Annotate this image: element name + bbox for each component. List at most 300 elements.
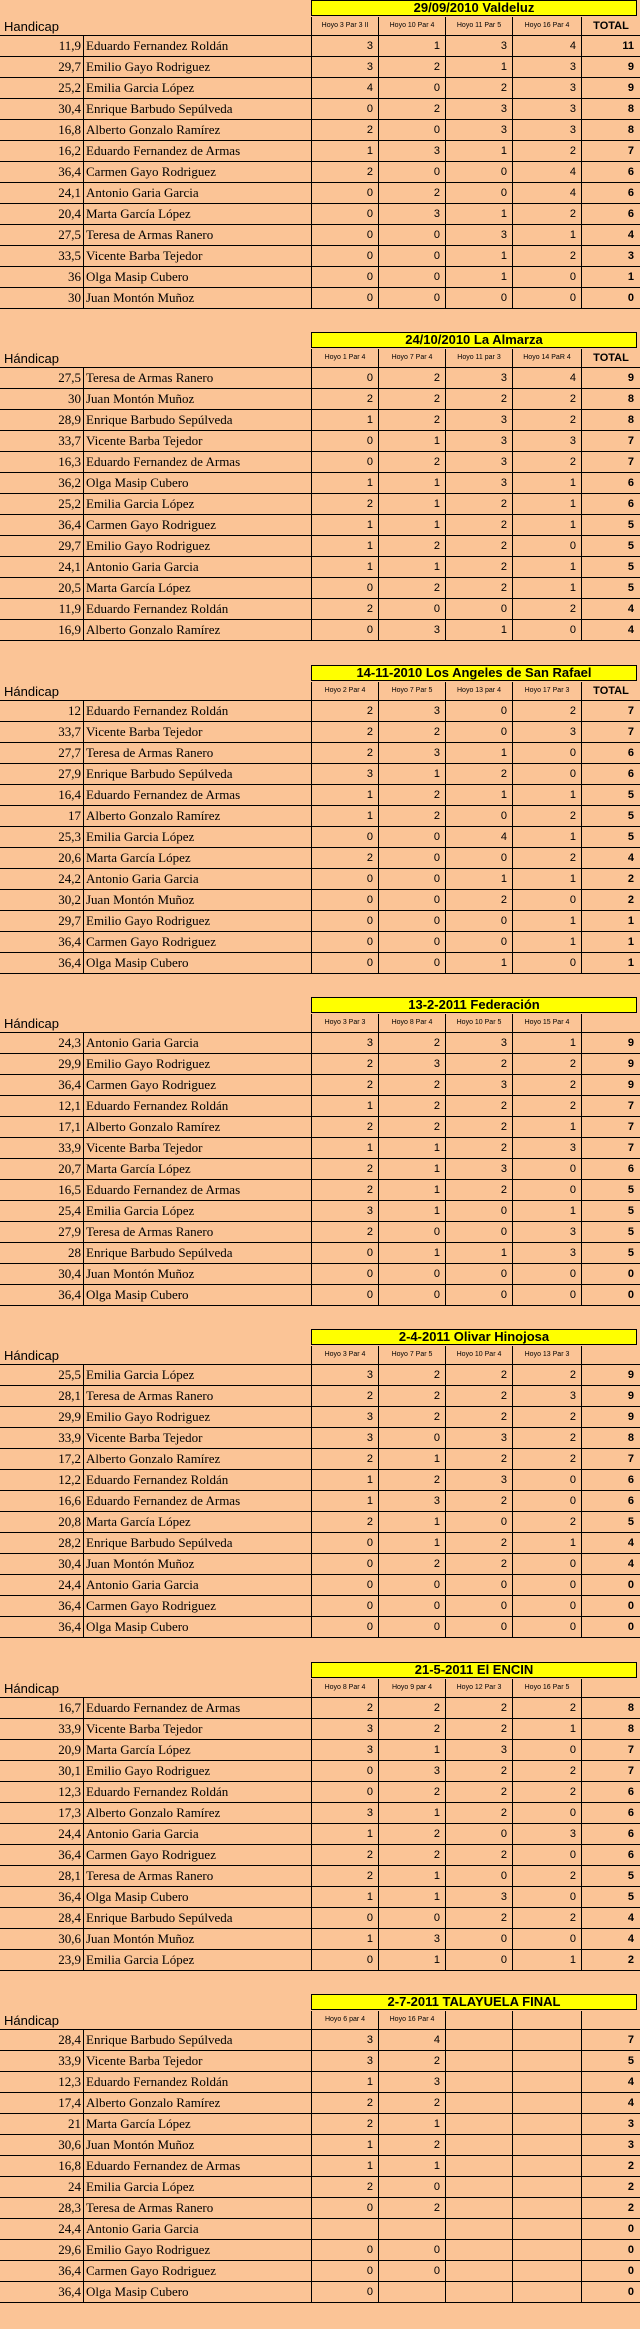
player-name-cell: Marta García López xyxy=(86,580,191,595)
hole-score-cell: 3 xyxy=(378,1929,445,1949)
handicap-cell: 27,9 xyxy=(0,764,84,784)
hole-score-cell: 2 xyxy=(445,1491,512,1511)
total-score-cell: 5 xyxy=(581,536,640,556)
table-row xyxy=(0,204,640,225)
hole-score-cell: 0 xyxy=(311,1554,378,1574)
total-score-cell: 6 xyxy=(581,204,640,224)
player-name-cell: Enrique Barbudo Sepúlveda xyxy=(86,2032,233,2047)
hole-score-cell: 0 xyxy=(445,932,512,952)
hole-score-cell: 2 xyxy=(311,743,378,763)
handicap-cell: 36,4 xyxy=(0,1075,84,1095)
hole-score-cell: 0 xyxy=(445,288,512,308)
total-score-cell: 8 xyxy=(581,1719,640,1739)
hole-score-cell: 3 xyxy=(512,431,581,451)
hole-score-cell xyxy=(445,2177,512,2197)
handicap-cell: 36,4 xyxy=(0,1887,84,1907)
handicap-cell: 28,4 xyxy=(0,2030,84,2050)
hole-score-cell: 0 xyxy=(378,120,445,140)
hole-score-cell: 3 xyxy=(311,764,378,784)
handicap-cell: 30,4 xyxy=(0,1554,84,1574)
total-score-cell: 4 xyxy=(581,1908,640,1928)
total-score-cell: 7 xyxy=(581,1449,640,1469)
player-name-cell: Antonio Garia Garcia xyxy=(86,1035,199,1050)
table-row xyxy=(0,2156,640,2177)
hole-score-cell: 0 xyxy=(512,953,581,973)
hole-score-cell: 0 xyxy=(378,2177,445,2197)
handicap-cell: 17,2 xyxy=(0,1449,84,1469)
hole-score-cell: 2 xyxy=(445,536,512,556)
hole-column-header: Hoyo 7 Par 5 xyxy=(378,1346,445,1364)
table-row xyxy=(0,246,640,267)
hole-score-cell xyxy=(512,2093,581,2113)
table-row xyxy=(0,953,640,974)
table-row xyxy=(0,368,640,389)
hole-score-cell: 3 xyxy=(311,1719,378,1739)
tournament-section xyxy=(0,1662,640,1971)
total-score-cell: 0 xyxy=(581,1596,640,1616)
table-row xyxy=(0,36,640,57)
total-score-cell: 9 xyxy=(581,1075,640,1095)
table-row xyxy=(0,1365,640,1386)
total-score-cell: 5 xyxy=(581,1887,640,1907)
hole-score-cell: 2 xyxy=(311,1054,378,1074)
hole-score-cell: 0 xyxy=(445,599,512,619)
hole-score-cell xyxy=(445,2198,512,2218)
hole-score-cell: 2 xyxy=(311,1512,378,1532)
hole-score-cell: 2 xyxy=(378,1554,445,1574)
table-row xyxy=(0,1887,640,1908)
total-score-cell: 9 xyxy=(581,1407,640,1427)
table-row xyxy=(0,267,640,288)
total-score-cell: 5 xyxy=(581,2051,640,2071)
total-score-cell: 4 xyxy=(581,599,640,619)
table-row xyxy=(0,1512,640,1533)
handicap-cell: 30 xyxy=(0,288,84,308)
player-name-cell: Carmen Gayo Rodriguez xyxy=(86,934,216,949)
hole-score-cell: 3 xyxy=(512,57,581,77)
total-score-cell: 6 xyxy=(581,1159,640,1179)
tournament-title: 2-4-2011 Olivar Hinojosa xyxy=(311,1329,637,1345)
handicap-column-header: Hándicap xyxy=(4,1348,59,1363)
table-row xyxy=(0,827,640,848)
handicap-column-header: Hándicap xyxy=(4,684,59,699)
hole-score-cell: 2 xyxy=(445,515,512,535)
hole-score-cell: 0 xyxy=(512,1264,581,1284)
hole-score-cell: 0 xyxy=(311,620,378,640)
hole-score-cell: 2 xyxy=(378,1719,445,1739)
hole-score-cell xyxy=(512,2261,581,2281)
table-row xyxy=(0,120,640,141)
hole-score-cell: 0 xyxy=(378,1617,445,1637)
hole-score-cell xyxy=(445,2219,512,2239)
table-row xyxy=(0,1740,640,1761)
hole-score-cell: 3 xyxy=(512,99,581,119)
handicap-cell: 16,4 xyxy=(0,785,84,805)
table-row xyxy=(0,99,640,120)
hole-score-cell: 2 xyxy=(378,1470,445,1490)
hole-score-cell: 3 xyxy=(512,120,581,140)
tournament-section xyxy=(0,1329,640,1638)
hole-score-cell: 0 xyxy=(378,1575,445,1595)
hole-score-cell: 0 xyxy=(311,288,378,308)
hole-score-cell: 2 xyxy=(378,806,445,826)
hole-score-cell: 1 xyxy=(445,267,512,287)
hole-score-cell: 2 xyxy=(512,806,581,826)
hole-score-cell: 1 xyxy=(512,932,581,952)
handicap-cell: 36,4 xyxy=(0,515,84,535)
total-score-cell: 8 xyxy=(581,389,640,409)
hole-score-cell: 2 xyxy=(445,1365,512,1385)
handicap-cell: 29,9 xyxy=(0,1407,84,1427)
hole-column-header: Hoyo 11 Par 5 xyxy=(445,17,512,35)
total-score-cell: 4 xyxy=(581,620,640,640)
total-score-cell: 0 xyxy=(581,1575,640,1595)
hole-score-cell: 2 xyxy=(378,785,445,805)
total-score-cell: 7 xyxy=(581,1761,640,1781)
table-row xyxy=(0,1761,640,1782)
hole-score-cell: 0 xyxy=(445,1575,512,1595)
hole-score-cell: 2 xyxy=(445,557,512,577)
total-score-cell: 5 xyxy=(581,1243,640,1263)
hole-score-cell: 2 xyxy=(311,2177,378,2197)
hole-score-cell: 0 xyxy=(445,1596,512,1616)
total-score-cell: 9 xyxy=(581,1033,640,1053)
hole-score-cell: 0 xyxy=(512,1740,581,1760)
hole-score-cell xyxy=(445,2135,512,2155)
hole-score-cell: 2 xyxy=(512,141,581,161)
total-score-cell: 7 xyxy=(581,722,640,742)
player-name-cell: Juan Montón Muñoz xyxy=(86,1556,195,1571)
hole-score-cell: 2 xyxy=(512,599,581,619)
player-name-cell: Antonio Garia Garcia xyxy=(86,2221,199,2236)
hole-score-cell: 1 xyxy=(378,1512,445,1532)
total-score-cell: 6 xyxy=(581,743,640,763)
hole-score-cell: 3 xyxy=(512,78,581,98)
hole-score-cell: 0 xyxy=(311,368,378,388)
hole-score-cell: 0 xyxy=(378,1596,445,1616)
hole-score-cell: 3 xyxy=(311,1428,378,1448)
handicap-cell: 36,4 xyxy=(0,1845,84,1865)
player-name-cell: Emilia Garcia López xyxy=(86,1367,195,1382)
player-name-cell: Olga Masip Cubero xyxy=(86,269,189,284)
hole-score-cell: 2 xyxy=(445,494,512,514)
hole-score-cell: 2 xyxy=(445,1180,512,1200)
hole-score-cell: 0 xyxy=(512,1575,581,1595)
hole-score-cell: 2 xyxy=(378,1365,445,1385)
total-score-cell: 5 xyxy=(581,1180,640,1200)
hole-score-cell: 2 xyxy=(311,1866,378,1886)
total-column-header xyxy=(581,1014,640,1032)
hole-score-cell: 0 xyxy=(378,1264,445,1284)
table-row xyxy=(0,473,640,494)
hole-column-header: Hoyo 16 Par 5 xyxy=(512,1679,581,1697)
hole-score-cell xyxy=(445,2114,512,2134)
hole-score-cell xyxy=(512,2219,581,2239)
table-header xyxy=(0,17,640,36)
handicap-cell: 25,3 xyxy=(0,827,84,847)
player-name-cell: Eduardo Fernandez Roldán xyxy=(86,2074,229,2089)
hole-score-cell: 1 xyxy=(512,1719,581,1739)
handicap-cell: 30 xyxy=(0,389,84,409)
handicap-cell: 36,4 xyxy=(0,2282,84,2302)
hole-score-cell: 0 xyxy=(378,2261,445,2281)
hole-score-cell: 0 xyxy=(311,1533,378,1553)
hole-score-cell: 1 xyxy=(512,1533,581,1553)
handicap-cell: 12,3 xyxy=(0,2072,84,2092)
hole-score-cell xyxy=(512,2072,581,2092)
total-score-cell: 2 xyxy=(581,2177,640,2197)
hole-score-cell: 3 xyxy=(512,1138,581,1158)
hole-score-cell: 1 xyxy=(378,1887,445,1907)
total-score-cell: 7 xyxy=(581,2030,640,2050)
total-score-cell: 6 xyxy=(581,764,640,784)
table-row xyxy=(0,1449,640,1470)
tournament-title: 21-5-2011 El ENCIN xyxy=(311,1662,637,1678)
handicap-cell: 16,3 xyxy=(0,452,84,472)
handicap-cell: 17,3 xyxy=(0,1803,84,1823)
total-score-cell: 2 xyxy=(581,2198,640,2218)
hole-score-cell: 0 xyxy=(445,1285,512,1305)
hole-score-cell: 2 xyxy=(378,99,445,119)
hole-score-cell: 0 xyxy=(378,162,445,182)
table-row xyxy=(0,2135,640,2156)
hole-score-cell: 0 xyxy=(512,1554,581,1574)
table-header xyxy=(0,1679,640,1698)
player-name-cell: Emilio Gayo Rodriguez xyxy=(86,1763,211,1778)
hole-score-cell: 0 xyxy=(378,1428,445,1448)
hole-score-cell: 0 xyxy=(311,932,378,952)
hole-score-cell xyxy=(445,2261,512,2281)
hole-column-header: Hoyo 12 Par 3 xyxy=(445,1679,512,1697)
hole-score-cell xyxy=(512,2156,581,2176)
hole-score-cell: 0 xyxy=(311,267,378,287)
hole-score-cell xyxy=(512,2177,581,2197)
hole-score-cell: 3 xyxy=(445,1470,512,1490)
hole-score-cell: 0 xyxy=(512,1159,581,1179)
player-name-cell: Marta García López xyxy=(86,2116,191,2131)
hole-score-cell: 3 xyxy=(445,1428,512,1448)
total-score-cell: 4 xyxy=(581,1929,640,1949)
table-row xyxy=(0,1908,640,1929)
total-score-cell: 6 xyxy=(581,494,640,514)
hole-column-header: Hoyo 10 Par 4 xyxy=(445,1346,512,1364)
handicap-cell: 17,1 xyxy=(0,1117,84,1137)
table-row xyxy=(0,183,640,204)
hole-score-cell: 3 xyxy=(378,141,445,161)
table-row xyxy=(0,1719,640,1740)
hole-column-header: Hoyo 3 Par 3 xyxy=(311,1014,378,1032)
handicap-cell: 16,2 xyxy=(0,141,84,161)
player-name-cell: Vicente Barba Tejedor xyxy=(86,433,203,448)
hole-column-header: Hoyo 8 Par 4 xyxy=(378,1014,445,1032)
table-row xyxy=(0,2093,640,2114)
table-row xyxy=(0,1138,640,1159)
table-row xyxy=(0,2114,640,2135)
hole-score-cell: 1 xyxy=(311,1929,378,1949)
hole-score-cell: 2 xyxy=(512,1096,581,1116)
handicap-cell: 28 xyxy=(0,1243,84,1263)
hole-score-cell: 0 xyxy=(445,1866,512,1886)
hole-score-cell: 0 xyxy=(311,246,378,266)
total-score-cell: 3 xyxy=(581,2135,640,2155)
hole-score-cell: 0 xyxy=(445,848,512,868)
hole-score-cell: 2 xyxy=(512,1075,581,1095)
total-score-cell: 7 xyxy=(581,1740,640,1760)
hole-score-cell: 1 xyxy=(378,1950,445,1970)
total-score-cell: 0 xyxy=(581,1264,640,1284)
total-score-cell: 4 xyxy=(581,848,640,868)
hole-score-cell: 2 xyxy=(445,1803,512,1823)
hole-score-cell: 2 xyxy=(378,389,445,409)
handicap-cell: 27,7 xyxy=(0,743,84,763)
table-row xyxy=(0,2051,640,2072)
table-row xyxy=(0,225,640,246)
handicap-cell: 29,7 xyxy=(0,536,84,556)
player-name-cell: Emilio Gayo Rodriguez xyxy=(86,2242,211,2257)
table-row xyxy=(0,410,640,431)
total-score-cell: 5 xyxy=(581,1512,640,1532)
hole-score-cell: 2 xyxy=(378,722,445,742)
total-score-cell: 7 xyxy=(581,452,640,472)
hole-score-cell: 1 xyxy=(311,1138,378,1158)
table-row xyxy=(0,1264,640,1285)
hole-score-cell: 0 xyxy=(311,452,378,472)
hole-score-cell: 0 xyxy=(512,288,581,308)
total-score-cell: 4 xyxy=(581,2093,640,2113)
handicap-cell: 30,2 xyxy=(0,890,84,910)
hole-score-cell: 1 xyxy=(512,1950,581,1970)
player-name-cell: Eduardo Fernandez Roldán xyxy=(86,601,229,616)
hole-score-cell: 1 xyxy=(445,743,512,763)
hole-score-cell: 3 xyxy=(512,1386,581,1406)
total-score-cell: 3 xyxy=(581,246,640,266)
hole-score-cell: 3 xyxy=(311,2051,378,2071)
hole-score-cell: 2 xyxy=(445,78,512,98)
hole-score-cell: 2 xyxy=(311,494,378,514)
hole-score-cell xyxy=(512,2198,581,2218)
hole-score-cell: 0 xyxy=(512,1845,581,1865)
handicap-cell: 24 xyxy=(0,2177,84,2197)
table-row xyxy=(0,1117,640,1138)
total-score-cell: 9 xyxy=(581,1365,640,1385)
handicap-cell: 12,3 xyxy=(0,1782,84,1802)
hole-score-cell: 1 xyxy=(378,1201,445,1221)
player-name-cell: Emilio Gayo Rodriguez xyxy=(86,913,211,928)
player-name-cell: Enrique Barbudo Sepúlveda xyxy=(86,101,233,116)
hole-score-cell: 1 xyxy=(445,246,512,266)
hole-column-header: Hoyo 2 Par 4 xyxy=(311,682,378,700)
hole-score-cell: 3 xyxy=(378,620,445,640)
hole-score-cell: 0 xyxy=(445,722,512,742)
handicap-cell: 33,9 xyxy=(0,1138,84,1158)
hole-score-cell: 0 xyxy=(512,1617,581,1637)
handicap-cell: 30,1 xyxy=(0,1761,84,1781)
handicap-cell: 24,4 xyxy=(0,1824,84,1844)
handicap-cell: 27,9 xyxy=(0,1222,84,1242)
hole-score-cell: 2 xyxy=(378,1096,445,1116)
total-score-cell: 0 xyxy=(581,2219,640,2239)
handicap-cell: 33,9 xyxy=(0,2051,84,2071)
player-name-cell: Enrique Barbudo Sepúlveda xyxy=(86,1535,233,1550)
hole-score-cell: 3 xyxy=(445,225,512,245)
hole-score-cell: 2 xyxy=(311,722,378,742)
hole-column-header xyxy=(512,2011,581,2029)
player-name-cell: Eduardo Fernandez de Armas xyxy=(86,454,241,469)
handicap-cell: 24,4 xyxy=(0,1575,84,1595)
total-score-cell: 8 xyxy=(581,120,640,140)
hole-score-cell: 1 xyxy=(311,473,378,493)
hole-score-cell: 0 xyxy=(311,1575,378,1595)
hole-score-cell: 2 xyxy=(378,1782,445,1802)
hole-score-cell: 1 xyxy=(378,1243,445,1263)
hole-score-cell: 2 xyxy=(311,701,378,721)
table-row xyxy=(0,1407,640,1428)
hole-score-cell: 3 xyxy=(512,722,581,742)
player-name-cell: Carmen Gayo Rodriguez xyxy=(86,164,216,179)
table-row xyxy=(0,1845,640,1866)
player-name-cell: Marta García López xyxy=(86,850,191,865)
hole-score-cell: 2 xyxy=(445,578,512,598)
table-row xyxy=(0,494,640,515)
hole-score-cell: 4 xyxy=(378,2030,445,2050)
player-name-cell: Alberto Gonzalo Ramírez xyxy=(86,1119,221,1134)
handicap-cell: 24,2 xyxy=(0,869,84,889)
hole-score-cell: 2 xyxy=(311,389,378,409)
handicap-cell: 33,9 xyxy=(0,1719,84,1739)
table-row xyxy=(0,2177,640,2198)
handicap-cell: 28,1 xyxy=(0,1386,84,1406)
table-row xyxy=(0,911,640,932)
handicap-cell: 28,4 xyxy=(0,1908,84,1928)
hole-score-cell: 1 xyxy=(512,578,581,598)
hole-score-cell: 2 xyxy=(378,368,445,388)
total-score-cell: 7 xyxy=(581,431,640,451)
hole-column-header: Hoyo 8 Par 4 xyxy=(311,1679,378,1697)
table-row xyxy=(0,431,640,452)
hole-score-cell xyxy=(445,2051,512,2071)
player-name-cell: Vicente Barba Tejedor xyxy=(86,724,203,739)
hole-score-cell: 0 xyxy=(311,1908,378,1928)
total-score-cell: 7 xyxy=(581,141,640,161)
hole-score-cell: 3 xyxy=(445,410,512,430)
player-name-cell: Marta García López xyxy=(86,206,191,221)
total-score-cell: 2 xyxy=(581,1950,640,1970)
player-name-cell: Emilia Garcia López xyxy=(86,1952,195,1967)
hole-score-cell: 1 xyxy=(311,1096,378,1116)
hole-score-cell: 3 xyxy=(311,1365,378,1385)
player-name-cell: Emilia Garcia López xyxy=(86,2179,195,2194)
total-score-cell: 5 xyxy=(581,557,640,577)
player-name-cell: Emilio Gayo Rodriguez xyxy=(86,538,211,553)
total-score-cell: 11 xyxy=(581,36,640,56)
handicap-cell: 20,7 xyxy=(0,1159,84,1179)
total-score-cell: 5 xyxy=(581,785,640,805)
hole-score-cell: 1 xyxy=(311,1491,378,1511)
hole-score-cell: 2 xyxy=(445,1054,512,1074)
hole-score-cell: 2 xyxy=(311,1222,378,1242)
total-score-cell: 8 xyxy=(581,1698,640,1718)
table-row xyxy=(0,1033,640,1054)
hole-score-cell: 2 xyxy=(378,410,445,430)
hole-score-cell: 2 xyxy=(445,1096,512,1116)
total-score-cell: 8 xyxy=(581,1428,640,1448)
player-name-cell: Teresa de Armas Ranero xyxy=(86,1388,214,1403)
hole-score-cell: 1 xyxy=(378,431,445,451)
table-row xyxy=(0,1180,640,1201)
player-name-cell: Olga Masip Cubero xyxy=(86,2284,189,2299)
table-header xyxy=(0,1346,640,1365)
hole-score-cell: 2 xyxy=(512,1428,581,1448)
